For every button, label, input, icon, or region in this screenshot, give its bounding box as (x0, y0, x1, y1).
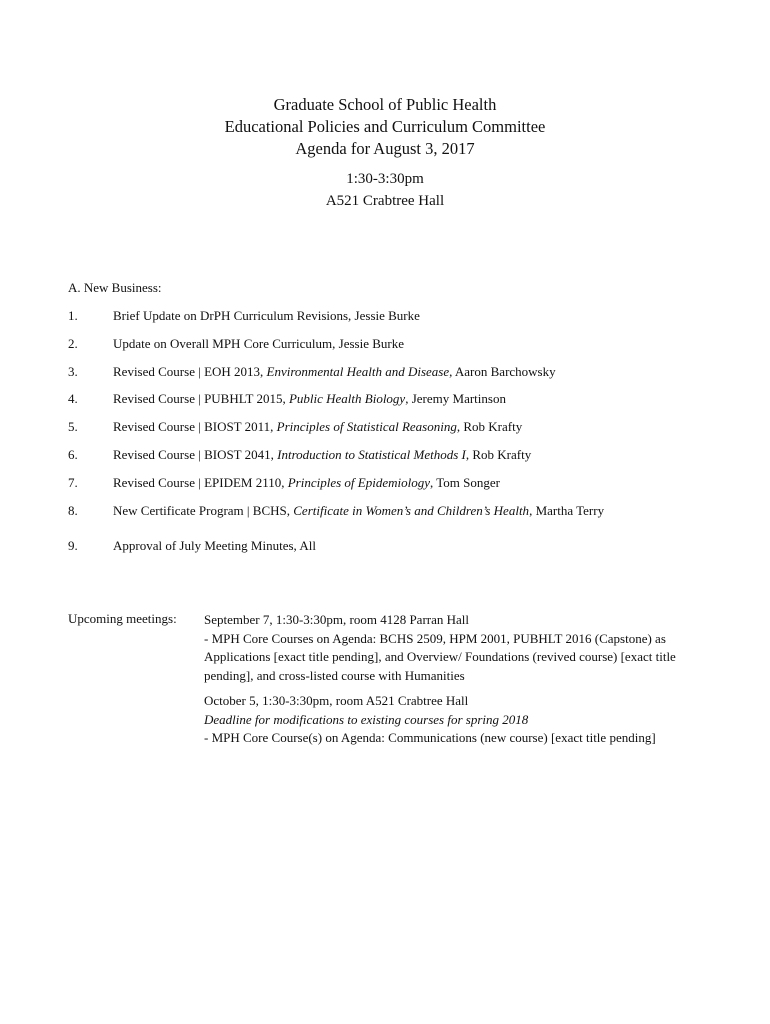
school-name: Graduate School of Public Health (273, 95, 497, 114)
item-text: Revised Course | PUBHLT 2015, Public Health Biology, Jeremy Martinson (113, 391, 506, 406)
item-text: Update on Overall MPH Core Curriculum, Jessie Burke (113, 336, 405, 351)
upcoming-meeting (204, 611, 724, 685)
meeting-location: A521 Crabtree Hall (325, 193, 445, 209)
upcoming-meetings-label: Upcoming meetings: (68, 611, 177, 626)
item-text: Revised Course | EPIDEM 2110, Principles of Epidemiology, Tom Songer (113, 475, 500, 490)
item-text: Revised Course | EOH 2013, Environmental Health and Disease, Aaron Barchowsky (113, 364, 556, 379)
item-number: 8. (68, 503, 78, 518)
meeting-agenda-line: - MPH Core Course(s) on Agenda: Communications (new course) [exact title pending] (204, 730, 656, 745)
item-number: 6. (68, 447, 78, 462)
item-text: Revised Course | BIOST 2041, Introduction to Statistical Methods I, Rob Krafty (113, 447, 532, 462)
item-text: Revised Course | BIOST 2011, Principles of Statistical Reasoning, Rob Krafty (113, 419, 523, 434)
item-text: New Certificate Program | BCHS, Certificate in Women’s and Children’s Health, Martha Terry (113, 503, 605, 518)
committee-name: Educational Policies and Curriculum Committee (224, 117, 546, 136)
section-label: A. New Business: (68, 280, 162, 295)
meeting-date: October 5, 1:30-3:30pm, room A521 Crabtree Hall (204, 693, 469, 708)
document-header (0, 94, 770, 212)
item-text: Approval of July Meeting Minutes, All (113, 538, 316, 553)
item-number: 4. (68, 391, 78, 406)
item-number: 2. (68, 336, 78, 351)
item-number: 7. (68, 475, 78, 490)
item-number: 9. (68, 538, 78, 553)
item-number: 5. (68, 419, 78, 434)
meeting-time: 1:30-3:30pm (346, 171, 424, 187)
item-number: 3. (68, 364, 78, 379)
meeting-agenda-line: - MPH Core Courses on Agenda: BCHS 2509, HPM 2001, PUBHLT 2016 (Capstone) as (204, 630, 666, 646)
item-text: Brief Update on DrPH Curriculum Revisions, Jessie Burke (113, 308, 420, 323)
agenda-title: Agenda for August 3, 2017 (295, 139, 475, 158)
upcoming-meeting (204, 692, 724, 748)
meeting-date: September 7, 1:30-3:30pm, room 4128 Parran Hall (204, 612, 470, 627)
meeting-agenda-line: pending], and cross-listed course with Humanities (204, 667, 465, 683)
item-number: 1. (68, 308, 78, 323)
meeting-agenda-line: Applications [exact title pending], and Overview/ Foundations (revived course) [exact title (204, 649, 676, 664)
meeting-deadline-note: Deadline for modifications to existing courses for spring 2018 (204, 711, 529, 727)
